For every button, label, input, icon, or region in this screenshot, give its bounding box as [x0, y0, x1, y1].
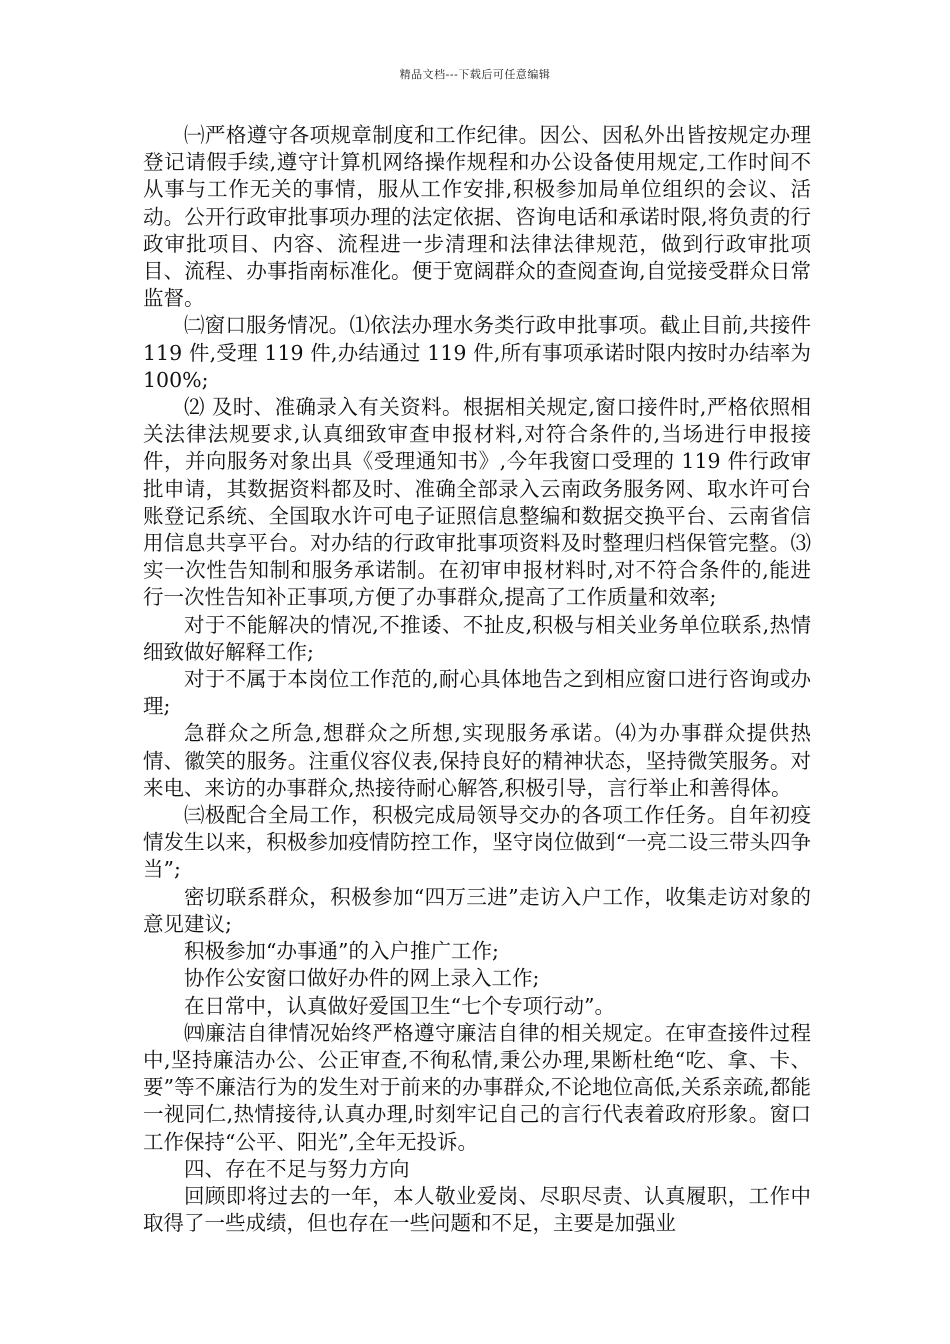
paragraph-public-contact: 密切联系群众，积极参加“四万三进”走访入户工作，收集走访对象的意见建议;	[143, 884, 811, 936]
paragraph-service-commitment: 急群众之所急,想群众之所想,实现服务承诺。⑷为办事群众提供热情、徽笑的服务。注重仪容仪表,保持良好的精神状态，坚持微笑服务。对来电、来访的办事群众,热接待耐心解答,积极引导，言行举止和善得体。	[143, 721, 811, 800]
document-body	[143, 122, 811, 1237]
paragraph-review: 回顾即将过去的一年，本人敬业爱岗、尽职尽责、认真履职，工作中取得了一些成绩，但也存在一些问题和不足，主要是加强业	[143, 1183, 811, 1236]
paragraph-overall-cooperation: ㈢极配合全局工作，积极完成局领导交办的各项工作任务。自年初疫情发生以来，积极参加疫情防控工作，坚守岗位做到“一亮二设三带头四争当”;	[143, 803, 811, 882]
paragraph-data-entry: ⑵ 及时、准确录入有关资料。根据相关规定,窗口接件时,严格依照相关法律法规要求,认真细致审查申报材料,对符合条件的,当场进行申报接件，并向服务对象出具《受理通知书》,今年我窗口受理的 119 件行政审批申请，其数据资料都及时、准确全部录入云南政务服务网、取水许可台账登记系统、全国取水许可电子证照信息整编和数据交换平台、云南省信用信息共享平台。对办结的行政审批事项资料及时整理归档保管完整。⑶实一次性告知制和服务承诺制。在初审申报材料时,对不符合条件的,能进行一次性告知补正事项,方便了办事群众,提高了工作质量和效率;	[143, 395, 811, 610]
page-header: 精品文档---下载后可任意编辑	[399, 68, 551, 81]
paragraph-discipline: ㈠严格遵守各项规章制度和工作纪律。因公、因私外出皆按规定办理登记请假手续,遵守计算机网络操作规程和办公设备使用规定,工作时间不从事与工作无关的事情，服从工作安排,积极参加局单位组织的会议、活动。公开行政审批事项办理的法定依据、咨询电话和承诺时限,将负责的行政审批项目、内容、流程进一步清理和法律法律规范，做到行政审批项目、流程、办事指南标准化。便于宽阔群众的查阅查询,自觉接受群众日常监督。	[143, 123, 811, 311]
paragraph-window-service: ㈡窗口服务情况。⑴依法办理水务类行政申批事项。截止目前,共接件 119 件,受理 119 件,办结通过 119 件,所有事项承诺时限内按时办结率为 100%;	[143, 313, 811, 392]
paragraph-police-window: 协作公安窗口做好办件的网上录入工作;	[184, 966, 540, 991]
paragraph-promotion: 积极参加“办事通”的入户推广工作;	[184, 939, 499, 964]
paragraph-referral: 对于不属于本岗位工作范的,耐心具体地告之到相应窗口进行咨询或办理;	[143, 667, 811, 719]
section-heading-shortcomings: 四、存在不足与努力方向	[184, 1156, 410, 1181]
paragraph-integrity: ㈣廉洁自律情况始终严格遵守廉洁自律的相关规定。在审查接件过程中,坚持廉洁办公、公正审查,不徇私情,秉公办理,果断杜绝“吃、拿、卡、要”等不廉洁行为的发生对于前来的办事群众,不论地位高低,关系亲疏,都能一视同仁,热情接待,认真办理,时刻牢记自己的言行代表着政府形象。窗口工作保持“公平、阳光”,全年无投诉。	[143, 1020, 811, 1154]
paragraph-hygiene: 在日常中，认真做好爱国卫生“七个专项行动”。	[184, 993, 615, 1018]
paragraph-unresolved-cases: 对于不能解决的情况,不推诿、不扯皮,积极与相关业务单位联系,热情细致做好解释工作;	[143, 612, 811, 664]
